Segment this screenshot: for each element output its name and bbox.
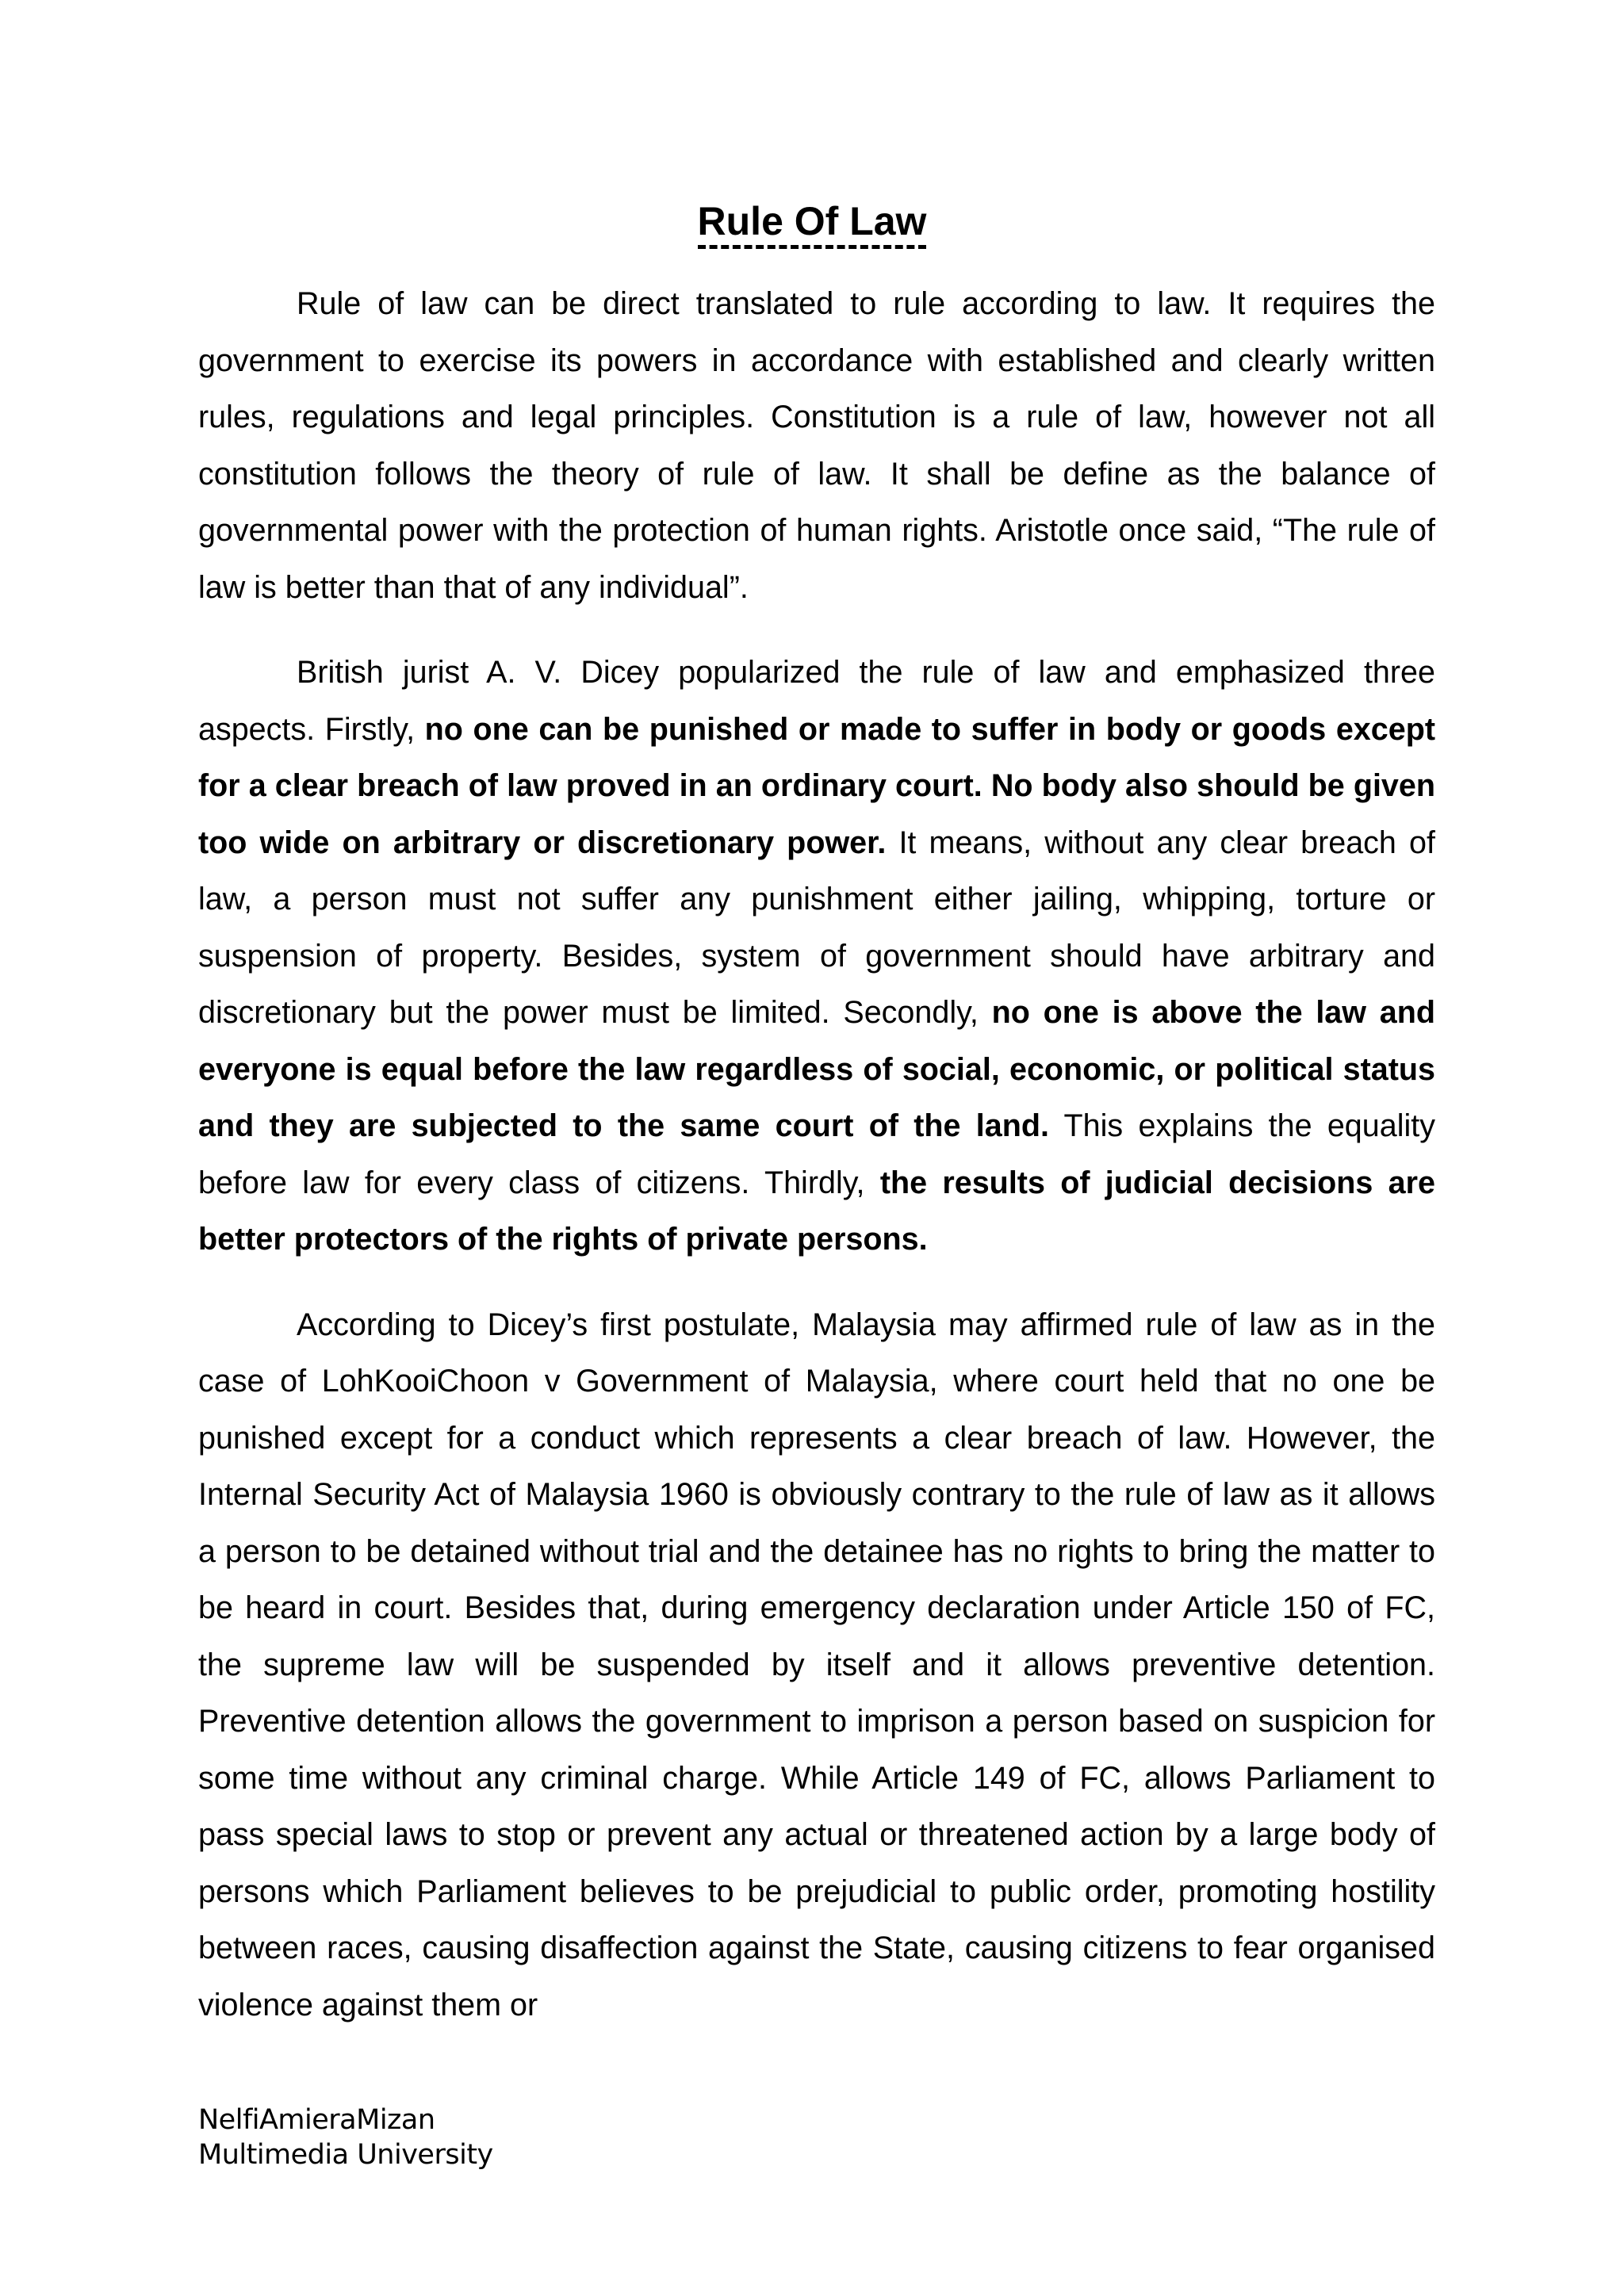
paragraph-2 [198,645,1435,1269]
document-body [198,276,1435,2034]
paragraph-3 [198,1297,1435,2034]
paragraph-2-run-3: It means, without any clear breach of law, a person must not suffer any punishment either jailing, whipping, torture or suspension of property. Besides, system of government should have arbitrary and discretionary but the power must be limited. Secondly, [198,825,1435,1030]
page-footer [198,2103,493,2172]
paragraph-2-run-4-bold: no one is above the law and everyone is equal before the law regardless of social, economic, or political status and they are subjected to the same court of the land. [198,995,1435,1143]
document-title [0,193,1624,249]
paragraph-2-run-2-bold: no one can be punished or made to suffer in body or goods except for a clear breach of law proved in an ordinary court. No body also should be given too wide on arbitrary or discretionary power. [198,711,1435,860]
paragraph-1 [198,276,1435,616]
footer-institution: Multimedia University [198,2139,493,2171]
footer-author: NelfiAmieraMizan [198,2104,435,2136]
document-title-text: Rule Of Law [698,199,927,249]
paragraph-3-run-1: According to Dicey’s first postulate, Malaysia may affirmed rule of law as in the case of LohKooiChoon v Government of Malaysia, where court held that no one be punished except for a conduct which represents a clear breach of law. However, the Internal Security Act of Malaysia 1960 is obviously contrary to the rule of law as it allows a person to be detained without trial and the detainee has no rights to bring the matter to be heard in court. Besides that, during emergency declaration under Article 150 of FC, the supreme law will be suspended by itself and it allows preventive detention. Preventive detention allows the government to imprison a person based on suspicion for some time without any criminal charge. While Article 149 of FC, allows Parliament to pass special laws to stop or prevent any actual or threatened action by a large body of persons which Parliament believes to be prejudicial to public order, promoting hostility between races, causing disaffection against the State, causing citizens to fear organised violence against them or [198,1307,1435,2022]
paragraph-1-run-1: Rule of law can be direct translated to rule according to law. It requires the government to exercise its powers in accordance with established and clearly written rules, regulations and legal principles. Constitution is a rule of law, however not all constitution follows the theory of rule of law. It shall be define as the balance of governmental power with the protection of human rights. Aristotle once said, “The rule of law is better than that of any individual”. [198,286,1435,605]
paragraph-2-run-5: This explains the equality before law for every class of citizens. Thirdly, [198,1108,1435,1200]
paragraph-2-run-1: British jurist A. V. Dicey popularized the rule of law and emphasized three aspects. Firstly, [198,655,1435,747]
paragraph-2-run-6-bold: the results of judicial decisions are better protectors of the rights of private persons. [198,1165,1435,1257]
